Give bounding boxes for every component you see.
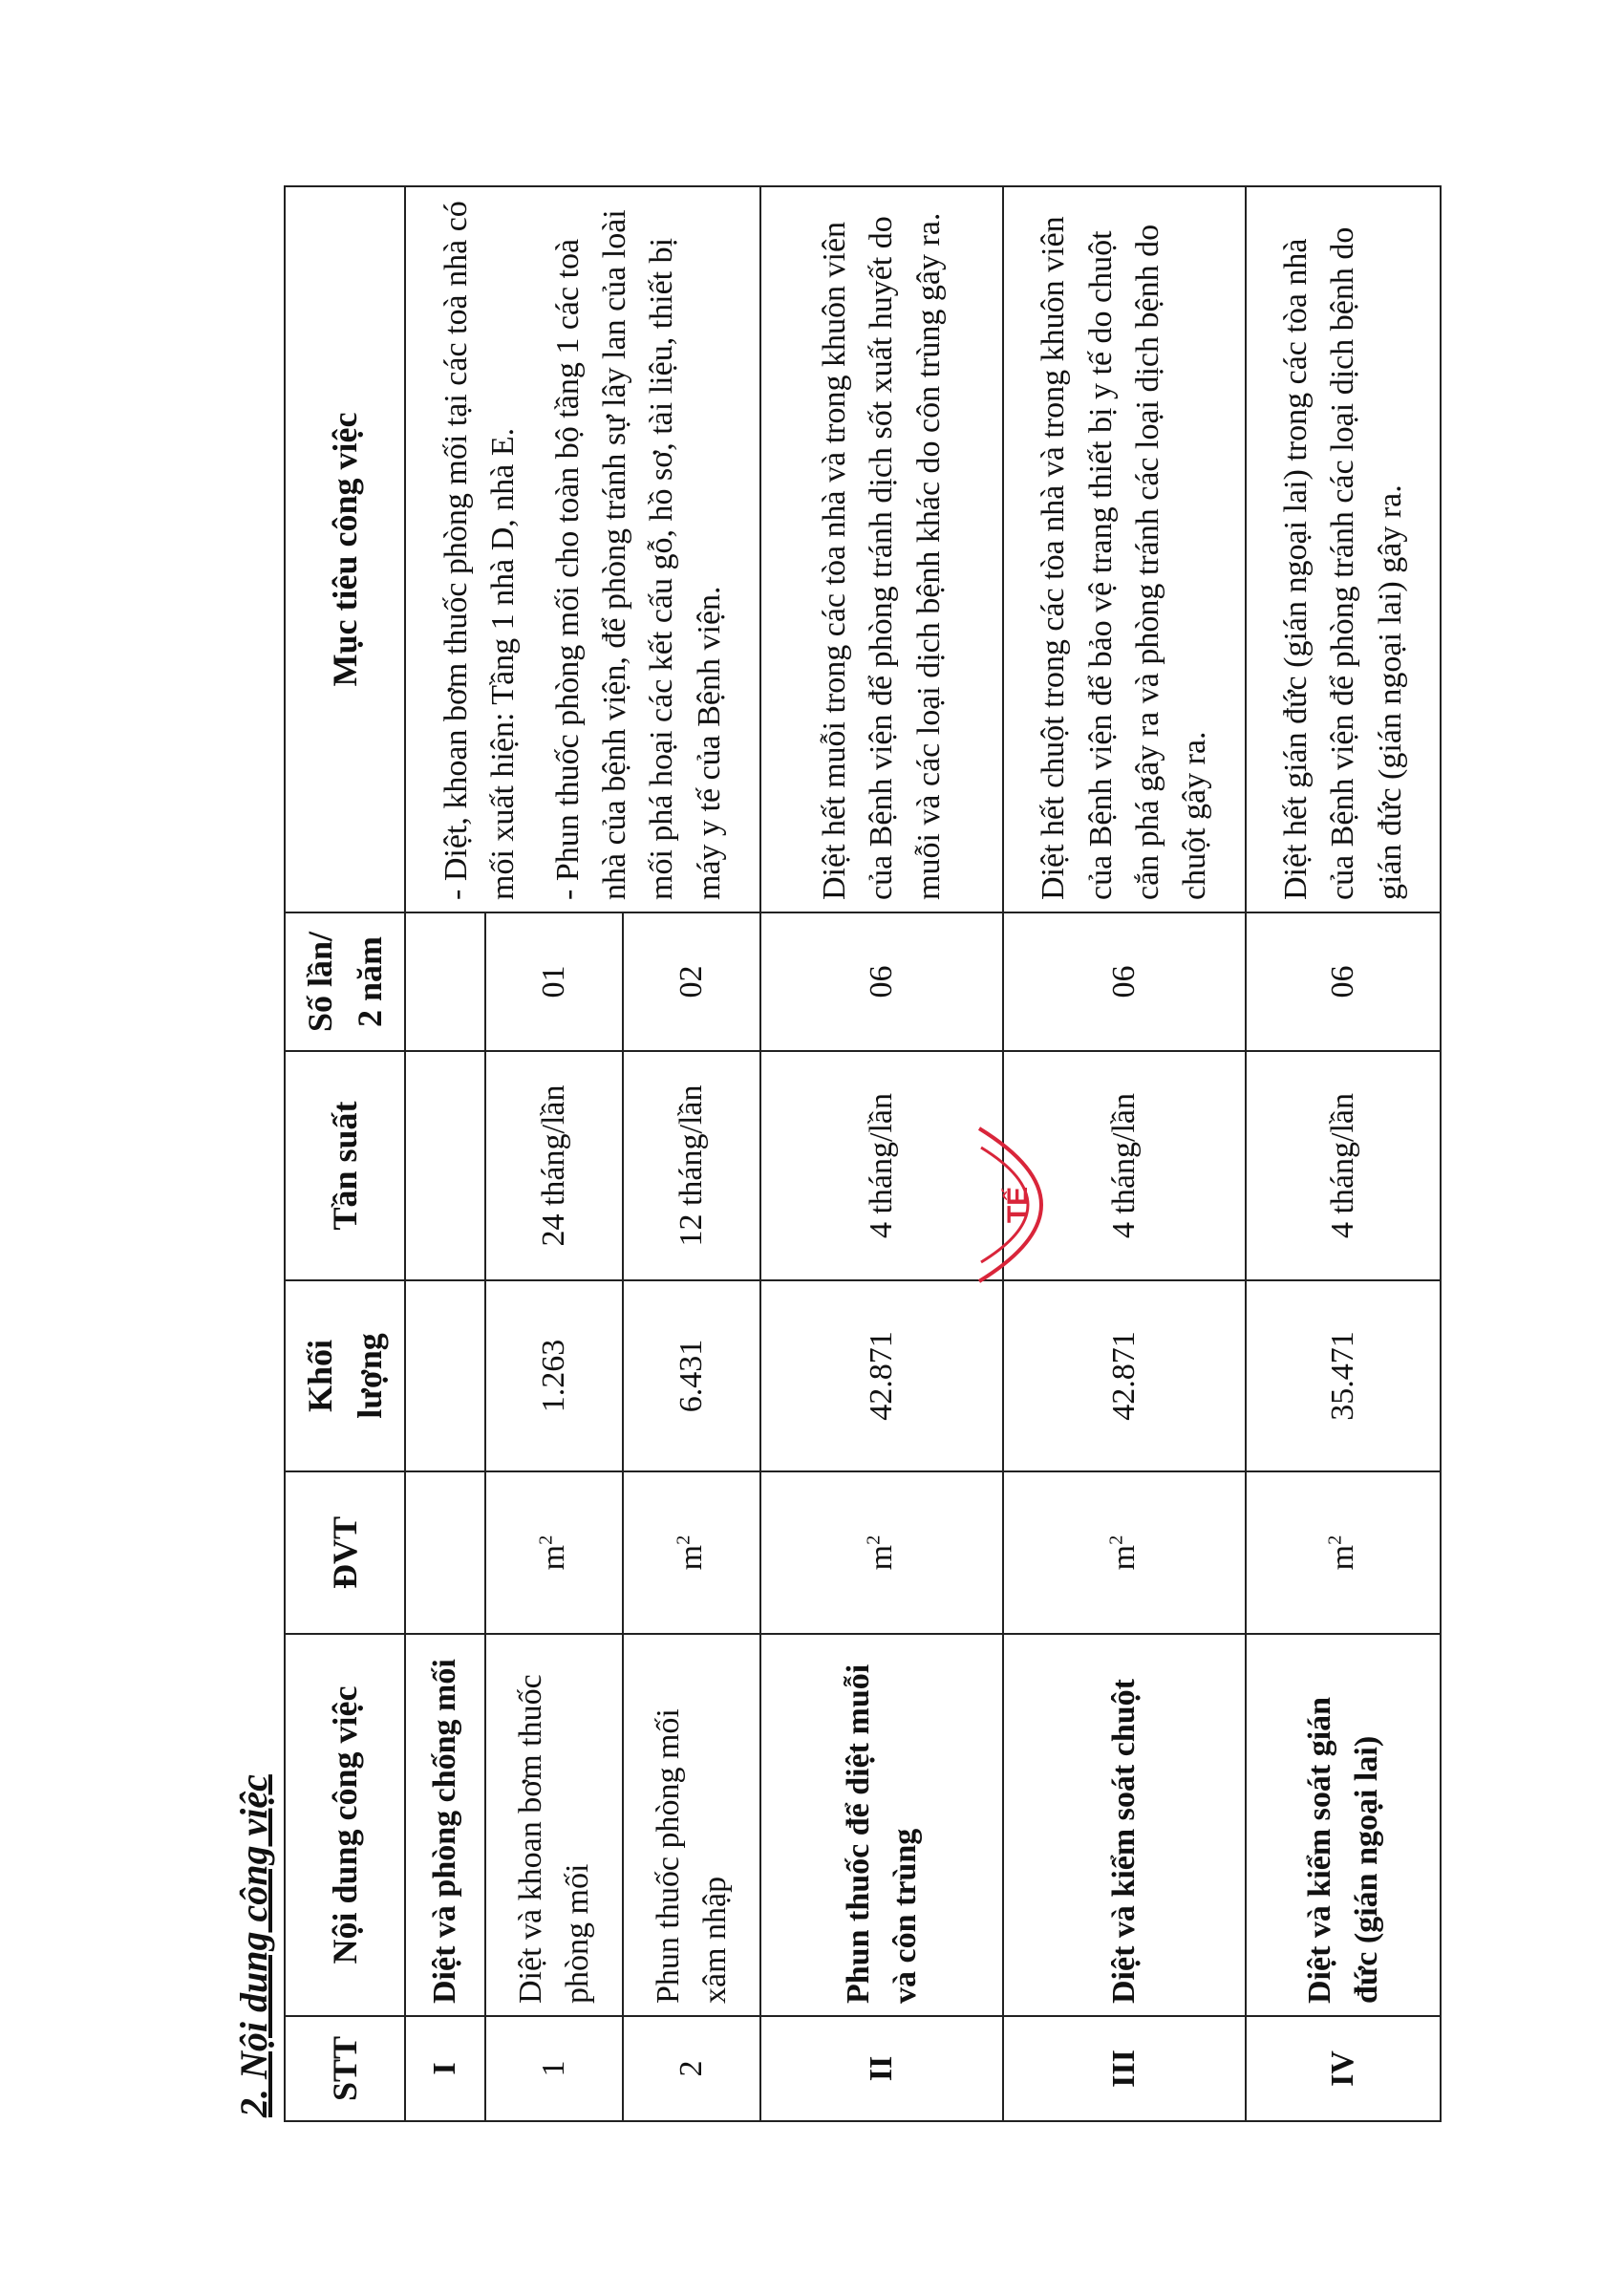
unit-text: m — [1106, 1544, 1143, 1571]
cell-times: 06 — [1003, 912, 1246, 1051]
cell-volume: 6.431 — [623, 1280, 760, 1471]
cell-stt: IV — [1246, 2016, 1441, 2121]
stamp-text: TẾ — [1002, 1186, 1034, 1224]
unit-sup: 2 — [1106, 1535, 1128, 1545]
cell-frequency — [405, 1051, 485, 1280]
cell-goal-termite — [405, 186, 760, 912]
unit-sup: 2 — [1325, 1535, 1347, 1545]
cell-volume — [405, 1280, 485, 1471]
header-content: Nội dung công việc — [285, 1634, 405, 2016]
cell-stt: I — [405, 2016, 485, 2121]
cell-goal: Diệt hết muỗi trong các tòa nhà và trong khuôn viên của Bệnh viện để phòng tránh dịch sốt xuất huyết do muỗi và các loại dịch bệnh khác do côn trùng gây ra. — [760, 186, 1003, 912]
cell-stt: 2 — [623, 2016, 760, 2121]
unit-text: m — [1325, 1544, 1361, 1571]
unit-sup: 2 — [673, 1535, 695, 1545]
cell-stt: 1 — [485, 2016, 623, 2121]
header-volume: Khối lượng — [285, 1280, 405, 1471]
unit-text: m — [536, 1544, 572, 1571]
cell-content: Diệt và kiểm soát chuột — [1003, 1634, 1246, 2016]
cell-times — [405, 912, 485, 1051]
cell-volume: 42.871 — [760, 1280, 1003, 1471]
table-header-row — [285, 186, 405, 2121]
cell-times: 02 — [623, 912, 760, 1051]
cell-frequency: 4 tháng/lần — [760, 1051, 1003, 1280]
goal-termite-line-2: - Phun thuốc phòng mối cho toàn bộ tầng 1 các toà nhà của bệnh viện, để phòng tránh sự lây lan của loài mối phá hoại các kết cấu gỗ, hồ sơ, tài liệu, thiết bị máy y tế của Bệnh viện. — [549, 209, 727, 900]
cell-unit — [485, 1471, 623, 1634]
cell-unit — [1003, 1471, 1246, 1634]
cell-content: Phun thuốc để diệt muỗi và côn trùng — [760, 1634, 1003, 2016]
cell-unit — [405, 1471, 485, 1634]
cell-content: Diệt và phòng chống mối — [405, 1634, 485, 2016]
cell-unit — [760, 1471, 1003, 1634]
cell-times: 06 — [1246, 912, 1441, 1051]
cell-frequency: 12 tháng/lần — [623, 1051, 760, 1280]
cell-frequency: 4 tháng/lần — [1003, 1051, 1246, 1280]
cell-goal: Diệt hết gián đức (gián ngoại lai) trong các tòa nhà của Bệnh viện để phòng tránh các loại dịch bệnh do gián đức (gián ngoại lai) gây ra. — [1246, 186, 1441, 912]
cell-times: 01 — [485, 912, 623, 1051]
header-frequency: Tần suất — [285, 1051, 405, 1280]
cell-content: Diệt và khoan bơm thuốc phòng mối — [485, 1634, 623, 2016]
cell-content: Phun thuốc phòng mối xâm nhập — [623, 1634, 760, 2016]
goal-termite-line-1: - Diệt, khoan bơm thuốc phòng mối tại các toà nhà có mối xuất hiện: Tầng 1 nhà D, nhà E. — [438, 201, 522, 900]
unit-text: m — [673, 1544, 710, 1571]
cell-goal: Diệt hết chuột trong các tòa nhà và trong khuôn viên của Bệnh viện để bảo vệ trang thiết bị y tế do chuột cắn phá gây ra và phòng tránh các loại dịch bệnh do chuột gây ra. — [1003, 186, 1246, 912]
header-times: Số lần/ 2 năm — [285, 912, 405, 1051]
cell-unit — [623, 1471, 760, 1634]
cell-content: Diệt và kiểm soát gián đức (gián ngoại lai) — [1246, 1634, 1441, 2016]
stamp-mark — [960, 1119, 1103, 1291]
cell-frequency: 24 tháng/lần — [485, 1051, 623, 1280]
cell-volume: 35.471 — [1246, 1280, 1441, 1471]
cell-unit — [1246, 1471, 1441, 1634]
cell-stt: II — [760, 2016, 1003, 2121]
unit-sup: 2 — [536, 1535, 558, 1545]
cell-frequency: 4 tháng/lần — [1246, 1051, 1441, 1280]
cell-stt: III — [1003, 2016, 1246, 2121]
table-row — [1246, 186, 1441, 2121]
cell-volume: 42.871 — [1003, 1280, 1246, 1471]
unit-sup: 2 — [864, 1535, 886, 1545]
header-goal: Mục tiêu công việc — [285, 186, 405, 912]
table-row — [405, 186, 485, 2121]
header-stt: STT — [285, 2016, 405, 2121]
section-heading: 2. Nội dung công việc — [232, 1774, 275, 2117]
work-content-table — [284, 185, 1442, 2122]
cell-times: 06 — [760, 912, 1003, 1051]
header-unit: ĐVT — [285, 1471, 405, 1634]
unit-text: m — [864, 1544, 900, 1571]
cell-volume: 1.263 — [485, 1280, 623, 1471]
